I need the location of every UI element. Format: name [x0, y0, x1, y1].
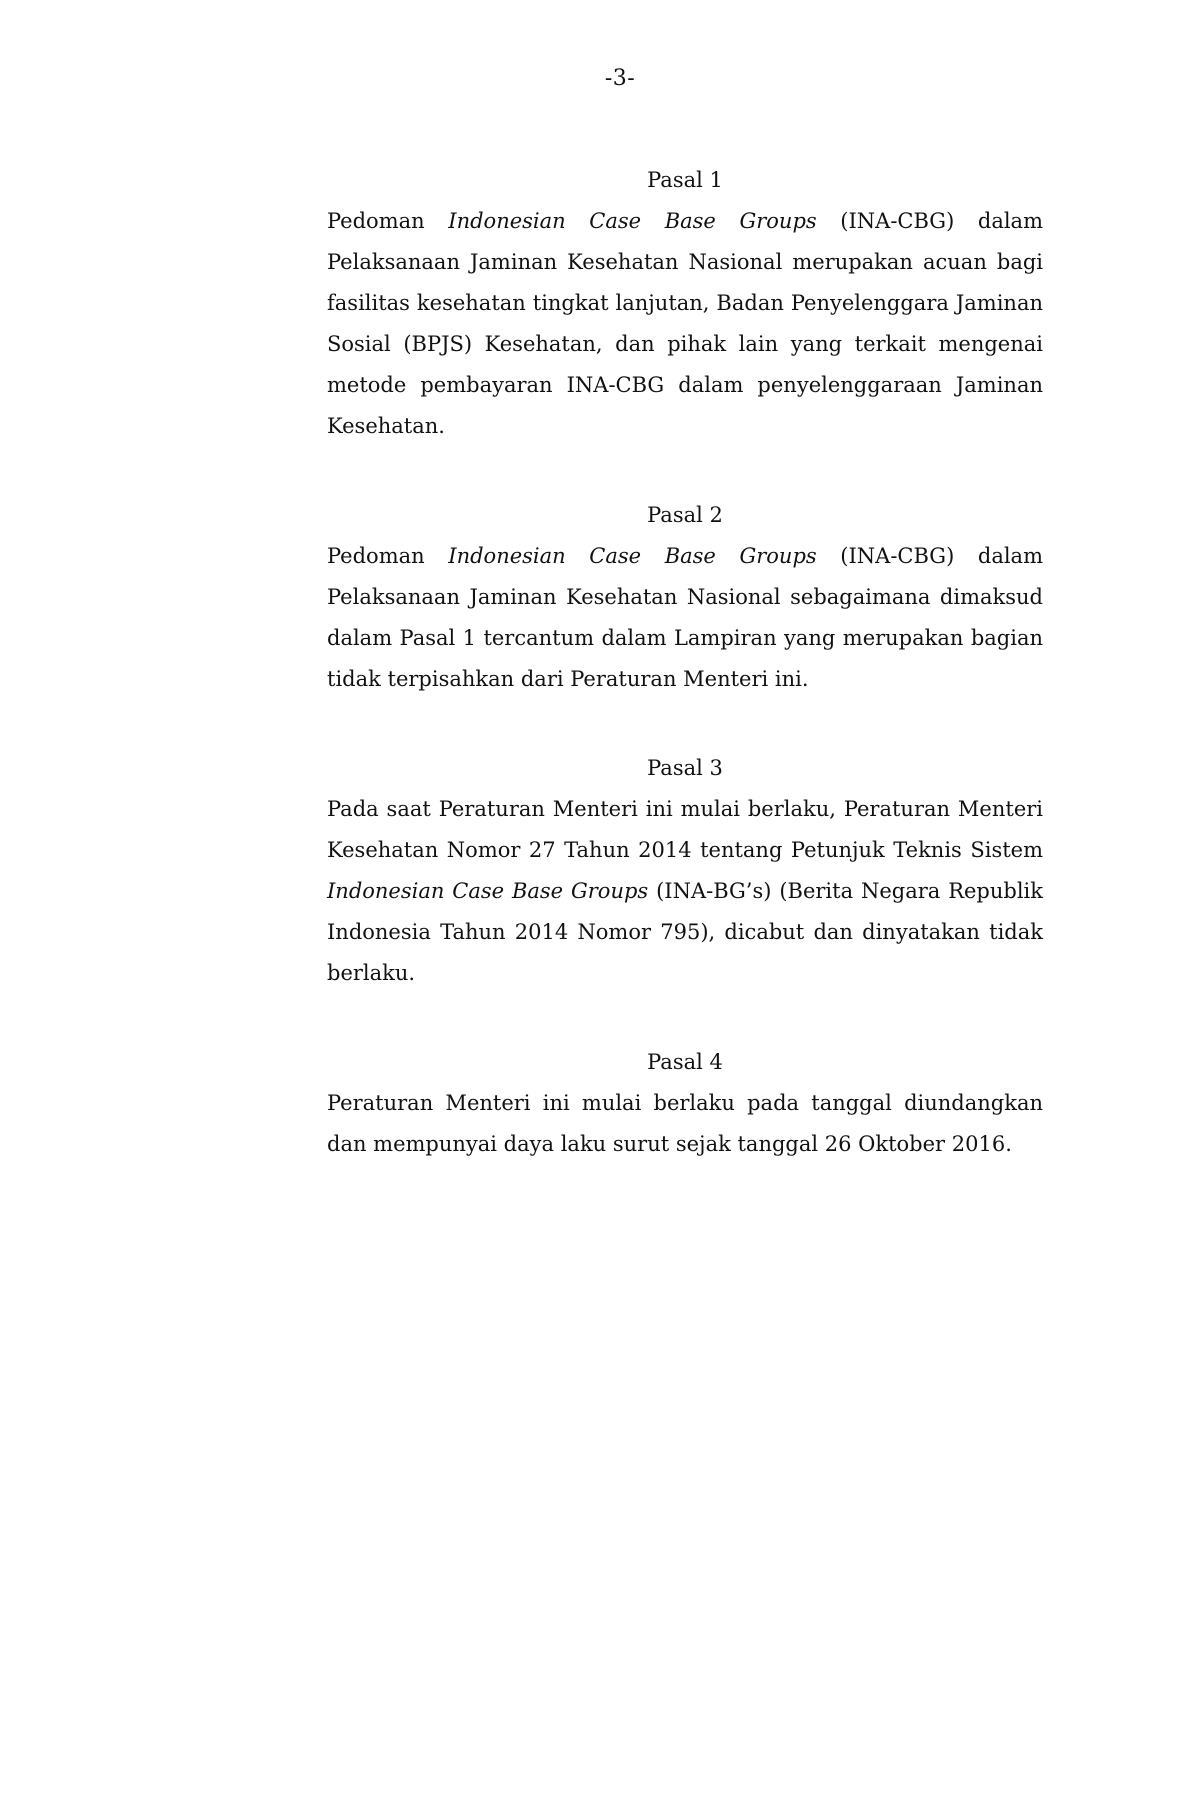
article-text: [327, 789, 1043, 994]
document-body: [327, 160, 1043, 1213]
article-text-italic: Indonesian Case Base Groups: [448, 209, 817, 233]
article-text: [327, 1083, 1043, 1165]
article-text: [327, 201, 1043, 447]
article-text-segment: Pedoman: [327, 544, 449, 568]
article-text-segment: Pada saat Peraturan Menteri ini mulai berlaku, Peraturan Menteri Kesehatan Nomor 27 Tahun 2014 tentang Petunjuk Teknis Sistem: [327, 797, 1043, 862]
article-text-italic: Indonesian Case Base Groups: [448, 544, 817, 568]
article-heading: Pasal 3: [647, 756, 723, 780]
article-pasal-1: [327, 160, 1043, 447]
article-text-italic: Indonesian Case Base Groups: [327, 879, 649, 903]
page-number: -3-: [604, 66, 636, 91]
article-heading: Pasal 1: [647, 168, 723, 192]
article-heading: Pasal 4: [647, 1050, 723, 1074]
article-text-segment: (INA-CBG) dalam Pelaksanaan Jaminan Kesehatan Nasional sebagaimana dimaksud dalam Pasal 1 tercantum dalam Lampiran yang merupakan bagian tidak terpisahkan dari Peraturan Menteri ini.: [327, 544, 1043, 691]
article-pasal-2: [327, 495, 1043, 700]
article-text-segment: Pedoman: [327, 209, 449, 233]
article-pasal-3: [327, 748, 1043, 994]
article-pasal-4: [327, 1042, 1043, 1165]
article-text-segment: (INA-CBG) dalam Pelaksanaan Jaminan Kesehatan Nasional merupakan acuan bagi fasilitas kesehatan tingkat lanjutan, Badan Penyelenggara Jaminan Sosial (BPJS) Kesehatan, dan pihak lain yang terkait mengenai metode pembayaran INA-CBG dalam penyelenggaraan Jaminan Kesehatan.: [327, 209, 1043, 438]
article-heading: Pasal 2: [647, 503, 723, 527]
article-text: [327, 536, 1043, 700]
article-text-segment: Peraturan Menteri ini mulai berlaku pada tanggal diundangkan dan mempunyai daya laku surut sejak tanggal 26 Oktober 2016.: [327, 1091, 1043, 1156]
article-text-segment: (INA-BG’s) (Berita Negara Republik Indonesia Tahun 2014 Nomor 795), dicabut dan dinyatakan tidak berlaku.: [327, 879, 1043, 985]
